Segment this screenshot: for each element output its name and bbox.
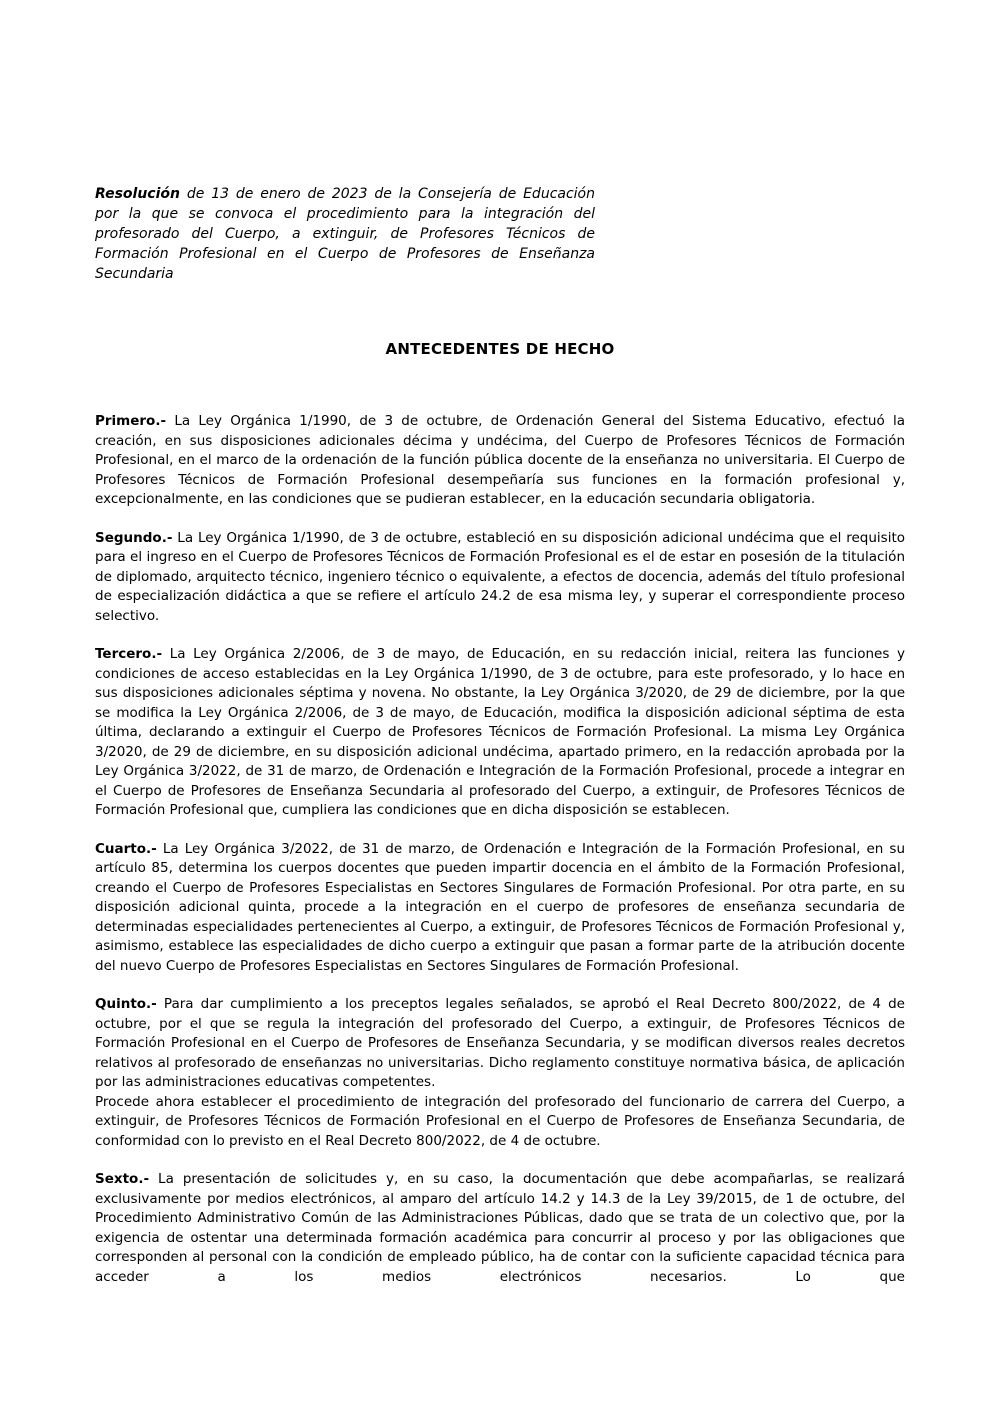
paragraph-cuarto	[95, 840, 905, 977]
paragraph-cuarto-label: Cuarto.-	[95, 840, 157, 857]
paragraph-tercero-label: Tercero.-	[95, 646, 163, 662]
paragraph-segundo	[95, 529, 905, 627]
paragraph-quinto-text2: Procede ahora establecer el procedimiento de integración del profesorado del funcionario de carrera del Cuerpo, a extinguir, de Profesores Técnicos de Formación Profesional en el Cuerpo de Profesores de Enseñanza Secundaria, de conformidad con lo previsto en el Real Decreto 800/2022, de 4 de octubre.	[95, 1093, 905, 1149]
paragraph-primero-text: La Ley Orgánica 1/1990, de 3 de octubre, de Ordenación General del Sistema Educativo, efectuó la creación, en sus disposiciones adicionales décima y undécima, del Cuerpo de Profesores Técnicos de Formación Profesional, en el marco de la ordenación de la función pública docente de la enseñanza no universitaria. El Cuerpo de Profesores Técnicos de Formación Profesional desempeñaría sus funciones en la formación profesional y, excepcionalmente, en las condiciones que se pudieran establecer, en la educación secundaria obligatoria.	[95, 413, 905, 507]
document-title-rest: de 13 de enero de 2023 de la Consejería de Educación por la que se convoca el procedimiento para la integración del profesorado del Cuerpo, a extinguir, de Profesores Técnicos de Formación Profesional en el Cuerpo de Profesores de Enseñanza Secundaria	[95, 186, 595, 282]
paragraph-sexto-label: Sexto.-	[95, 1171, 150, 1187]
paragraph-sexto	[95, 1170, 905, 1287]
paragraph-quinto-label: Quinto.-	[95, 996, 157, 1012]
paragraph-tercero-text: La Ley Orgánica 2/2006, de 3 de mayo, de Educación, en su redacción inicial, reitera las funciones y condiciones de acceso establecidas en la Ley Orgánica 1/1990, de 3 de octubre, para este profesorado, y lo hace en sus disposiciones adicionales séptima y novena. No obstante, la Ley Orgánica 3/2020, de 29 de diciembre, por la que se modifica la Ley Orgánica 2/2006, de 3 de mayo, de Educación, modifica la disposición adicional séptima de esta última, declarando a extinguir el Cuerpo de Profesores Técnicos de Formación Profesional. La misma Ley Orgánica 3/2020, de 29 de diciembre, en su disposición adicional undécima, apartado primero, en la redacción aprobada por la Ley Orgánica 3/2022, de 31 de marzo, de Ordenación e Integración de la Formación Profesional, procede a integrar en el Cuerpo de Profesores de Enseñanza Secundaria al profesorado del Cuerpo, a extinguir, de Profesores Técnicos de Formación Profesional que, cumpliera las condiciones que en dicha disposición se establecen.	[95, 646, 905, 818]
paragraph-tercero	[95, 645, 905, 821]
paragraph-segundo-text: La Ley Orgánica 1/1990, de 3 de octubre, estableció en su disposición adicional undécima que el requisito para el ingreso en el Cuerpo de Profesores Técnicos de Formación Profesional es el de estar en posesión de la titulación de diplomado, arquitecto técnico, ingeniero técnico o equivalente, a efectos de docencia, además del título profesional de especialización didáctica a que se refiere el artículo 24.2 de esa misma ley, y superar el correspondiente proceso selectivo.	[95, 529, 905, 624]
paragraph-quinto-text: Para dar cumplimiento a los preceptos legales señalados, se aprobó el Real Decreto 800/2022, de 4 de octubre, por el que se regula la integración del profesorado del Cuerpo, a extinguir, de Profesores Técnicos de Formación Profesional en el Cuerpo de Profesores de Enseñanza Secundaria, y se modifican diversos reales decretos relativos al profesorado de enseñanzas no universitarias. Dicho reglamento constituye normativa básica, de aplicación por las administraciones educativas competentes.	[95, 996, 905, 1090]
paragraph-primero-label: Primero.-	[95, 413, 167, 429]
paragraph-cuarto-text: La Ley Orgánica 3/2022, de 31 de marzo, de Ordenación e Integración de la Formación Profesional, en su artículo 85, determina los cuerpos docentes que pueden impartir docencia en el ámbito de la Formación Profesional, creando el Cuerpo de Profesores Especialistas en Sectores Singulares de Formación Profesional. Por otra parte, en su disposición adicional quinta, procede a la integración en el cuerpo de profesores de enseñanza secundaria de determinadas especialidades pertenecientes al Cuerpo, a extinguir, de Profesores Técnicos de Formación Profesional y, asimismo, establece las especialidades de dicho cuerpo a extinguir que pasan a formar parte de la atribución docente del nuevo Cuerpo de Profesores Especialistas en Sectores Singulares de Formación Profesional.	[95, 840, 905, 974]
paragraph-sexto-text: La presentación de solicitudes y, en su caso, la documentación que debe acompañarlas, se realizará exclusivamente por medios electrónicos, al amparo del artículo 14.2 y 14.3 de la Ley 39/2015, de 1 de octubre, del Procedimiento Administrativo Común de las Administraciones Públicas, dado que se trata de un colectivo que, por la exigencia de ostentar una determinada formación académica para concurrir al proceso y por las obligaciones que corresponden al personal con la condición de empleado público, ha de contar con la suficiente capacidad técnica para acceder a los medios electrónicos necesarios. Lo que	[95, 1171, 906, 1285]
document-title-lead: Resolución	[95, 186, 180, 202]
paragraph-segundo-label: Segundo.-	[95, 529, 173, 546]
paragraph-quinto	[95, 995, 905, 1151]
paragraph-primero	[95, 412, 905, 510]
document-title	[95, 184, 595, 284]
section-heading: ANTECEDENTES DE HECHO	[385, 340, 615, 358]
